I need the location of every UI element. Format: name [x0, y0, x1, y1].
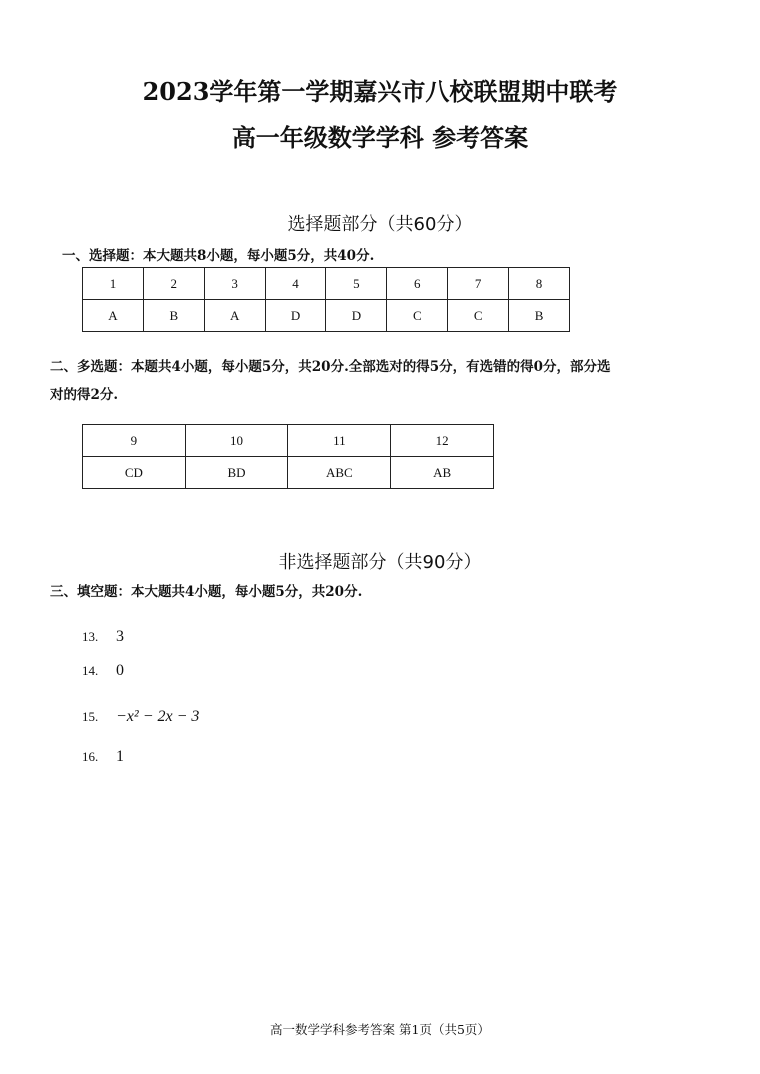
table-cell: 12 [391, 425, 494, 457]
table-cell: 10 [185, 425, 288, 457]
table-cell: C [448, 300, 509, 332]
table-cell: D [326, 300, 387, 332]
table-row [83, 457, 494, 489]
item-answer: 3 [116, 628, 124, 645]
table-row [83, 425, 494, 457]
table-row [83, 300, 570, 332]
table-cell: 9 [83, 425, 186, 457]
instruction-single-choice: 一、选择题：本大题共8小题，每小题5分，共40分. [62, 248, 375, 264]
table-cell: 2 [143, 268, 204, 300]
table-cell: 5 [326, 268, 387, 300]
instruction-line: 对的得2分. [50, 387, 119, 403]
document-title: 2023学年第一学期嘉兴市八校联盟期中联考 [142, 77, 618, 106]
instruction-fill-blank: 三、填空题：本大题共4小题，每小题5分，共20分. [50, 584, 363, 600]
table-cell: ABC [288, 457, 391, 489]
table-cell: 1 [83, 268, 144, 300]
list-item [82, 708, 199, 726]
item-answer: 0 [116, 662, 124, 679]
multi-choice-answer-table [82, 424, 494, 489]
list-item [82, 748, 124, 766]
item-answer: 1 [116, 748, 124, 765]
table-cell: C [387, 300, 448, 332]
section-heading-choice: 选择题部分（共60分） [287, 214, 473, 235]
table-cell: B [509, 300, 570, 332]
table-cell: CD [83, 457, 186, 489]
table-cell: A [204, 300, 265, 332]
instruction-line: 二、多选题：本题共4小题，每小题5分，共20分.全部选对的得5分，有选错的得0分，部分选 [50, 359, 611, 375]
instruction-multi-choice [50, 353, 730, 409]
item-number: 13. [82, 629, 99, 644]
document-subtitle: 高一年级数学学科 参考答案 [231, 123, 529, 152]
table-cell: B [143, 300, 204, 332]
page-footer: 高一数学学科参考答案 第1页（共5页） [270, 1022, 490, 1037]
table-cell: 3 [204, 268, 265, 300]
single-choice-answer-table [82, 267, 570, 332]
list-item [82, 662, 124, 680]
table-cell: 7 [448, 268, 509, 300]
table-cell: 4 [265, 268, 326, 300]
item-number: 15. [82, 709, 99, 724]
table-cell: A [83, 300, 144, 332]
list-item [82, 628, 124, 646]
table-cell: AB [391, 457, 494, 489]
table-cell: BD [185, 457, 288, 489]
table-row [83, 268, 570, 300]
item-number: 16. [82, 749, 99, 764]
item-number: 14. [82, 663, 99, 678]
item-answer: −x² − 2x − 3 [116, 708, 200, 725]
table-cell: 11 [288, 425, 391, 457]
table-cell: 6 [387, 268, 448, 300]
section-heading-nonchoice: 非选择题部分（共90分） [278, 552, 482, 573]
table-cell: 8 [509, 268, 570, 300]
table-cell: D [265, 300, 326, 332]
